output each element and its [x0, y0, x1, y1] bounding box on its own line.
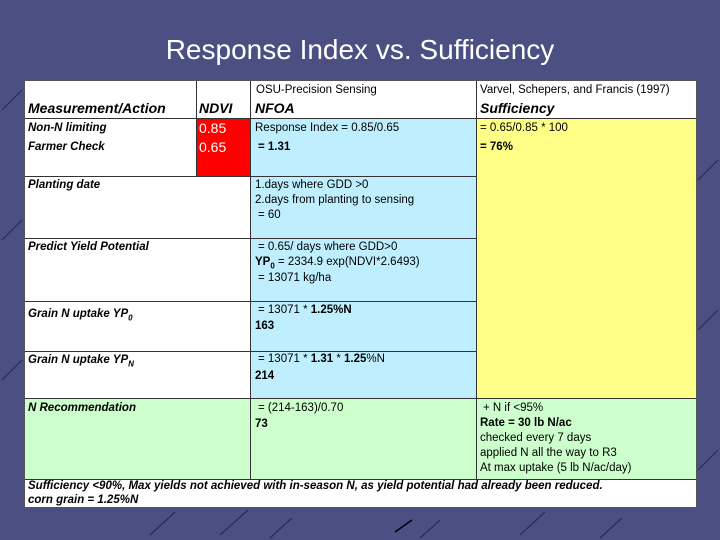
row4-nfoa-pre: = 13071 * [258, 304, 311, 316]
row2-label-cell [25, 176, 250, 238]
row6-suff-line5: At max uptake (5 lb N/ac/day) [480, 462, 632, 474]
row1-label-nonn: Non-N limiting [28, 122, 107, 134]
row1-label-cell [25, 118, 196, 176]
header-measurement: Measurement/Action [28, 100, 166, 116]
row1-ndvi-cell [196, 118, 250, 176]
grid-line [25, 398, 696, 399]
footer-line2: corn grain = 1.25%N [28, 494, 139, 506]
header-ndvi-cell [196, 81, 250, 118]
row6-suff-cell [476, 398, 696, 479]
header-measurement-cell [25, 81, 196, 118]
row5-label-cell [25, 351, 250, 398]
footer-line1: Sufficiency <90%, Max yields not achieved with in-season N, as yield potential had already been reduced. [28, 480, 603, 492]
row5-nfoa-cell [250, 351, 476, 398]
row4-label-text: Grain N uptake YP [28, 308, 129, 320]
row6-nfoa-line2: 73 [255, 418, 268, 430]
row2-nfoa-cell [250, 176, 476, 238]
row5-label-sub: N [128, 359, 134, 369]
row6-suff-line2: Rate = 30 lb N/ac [480, 417, 572, 429]
row3-yp-label: YP [255, 256, 271, 268]
row2-nfoa-line2: 2.days from planting to sensing [255, 194, 415, 206]
header-nfoa: NFOA [255, 100, 295, 116]
row5-nfoa-line2: 214 [255, 370, 275, 382]
footer-cell [25, 479, 696, 507]
grid-line [25, 118, 696, 119]
row3-yp-sub: 0 [270, 261, 275, 271]
slide-title: Response Index vs. Sufficiency [165, 34, 555, 65]
row6-suff-line3: checked every 7 days [480, 432, 592, 444]
row6-suff-line1: + N if <95% [483, 402, 544, 414]
row1-nfoa-cell [250, 118, 476, 176]
row4-nfoa-bold: 1.25 [310, 304, 334, 316]
row4-label-cell [25, 301, 250, 351]
row5-nfoa-pre: = 13071 * [258, 353, 311, 365]
row5-nfoa-line1 [258, 352, 385, 367]
row3-label: Predict Yield Potential [28, 241, 149, 253]
row4-nfoa-line2: 163 [255, 320, 275, 332]
row6-nfoa-cell [250, 398, 476, 479]
row2-label: Planting date [28, 179, 101, 191]
header-varvel: Varvel, Schepers, and Francis (1997) [480, 84, 670, 96]
row4-label-sub: 0 [128, 313, 133, 323]
grid-line [196, 81, 197, 176]
row5-nfoa-mid: * [333, 353, 345, 365]
row5-nfoa-post: %N [366, 353, 385, 365]
row3-yp-formula: = 2334.9 exp(NDVI*2.6493) [274, 256, 420, 268]
row1-nfoa-line1: Response Index = 0.85/0.65 [255, 122, 400, 134]
row5-nfoa-bold2: 1.25 [344, 353, 367, 365]
header-nfoa-cell [250, 81, 476, 118]
row1-nfoa-line2: = 1.31 [258, 141, 291, 153]
row2-nfoa-line3: = 60 [258, 209, 281, 221]
row3-nfoa-line3: = 13071 kg/ha [258, 272, 332, 284]
grid-line [25, 479, 696, 480]
row5-label-text: Grain N uptake YP [28, 354, 129, 366]
row6-suff-line4: applied N all the way to R3 [480, 447, 617, 459]
row1-suff-line1: = 0.65/0.85 * 100 [480, 122, 568, 134]
comparison-table [24, 80, 697, 508]
row1-label-farmer: Farmer Check [28, 141, 105, 153]
row1-ndvi-value1: 0.85 [199, 120, 227, 136]
header-sufficiency: Sufficiency [480, 100, 555, 116]
header-osu: OSU-Precision Sensing [256, 84, 377, 96]
row5-nfoa-bold1: 1.31 [310, 353, 334, 365]
row3-nfoa-line1: = 0.65/ days where GDD>0 [258, 241, 398, 253]
row3-label-cell [25, 238, 250, 301]
row4-nfoa-line1 [258, 303, 352, 318]
row6-label-cell [25, 398, 250, 479]
header-ndvi: NDVI [199, 100, 233, 116]
row1-suff-line2: = 76% [480, 141, 513, 153]
row4-label [28, 307, 133, 325]
row1-ndvi-value2: 0.65 [199, 139, 227, 155]
row3-nfoa-cell [250, 238, 476, 301]
row5-label [28, 353, 134, 371]
row4-nfoa-cell [250, 301, 476, 351]
row6-label: N Recommendation [28, 402, 136, 414]
row2-nfoa-line1: 1.days where GDD >0 [255, 179, 369, 191]
grid-line [476, 81, 477, 479]
row4-nfoa-post: %N [333, 304, 352, 316]
header-sufficiency-cell [476, 81, 696, 118]
row6-nfoa-line1: = (214-163)/0.70 [258, 402, 344, 414]
grid-line [250, 81, 251, 479]
